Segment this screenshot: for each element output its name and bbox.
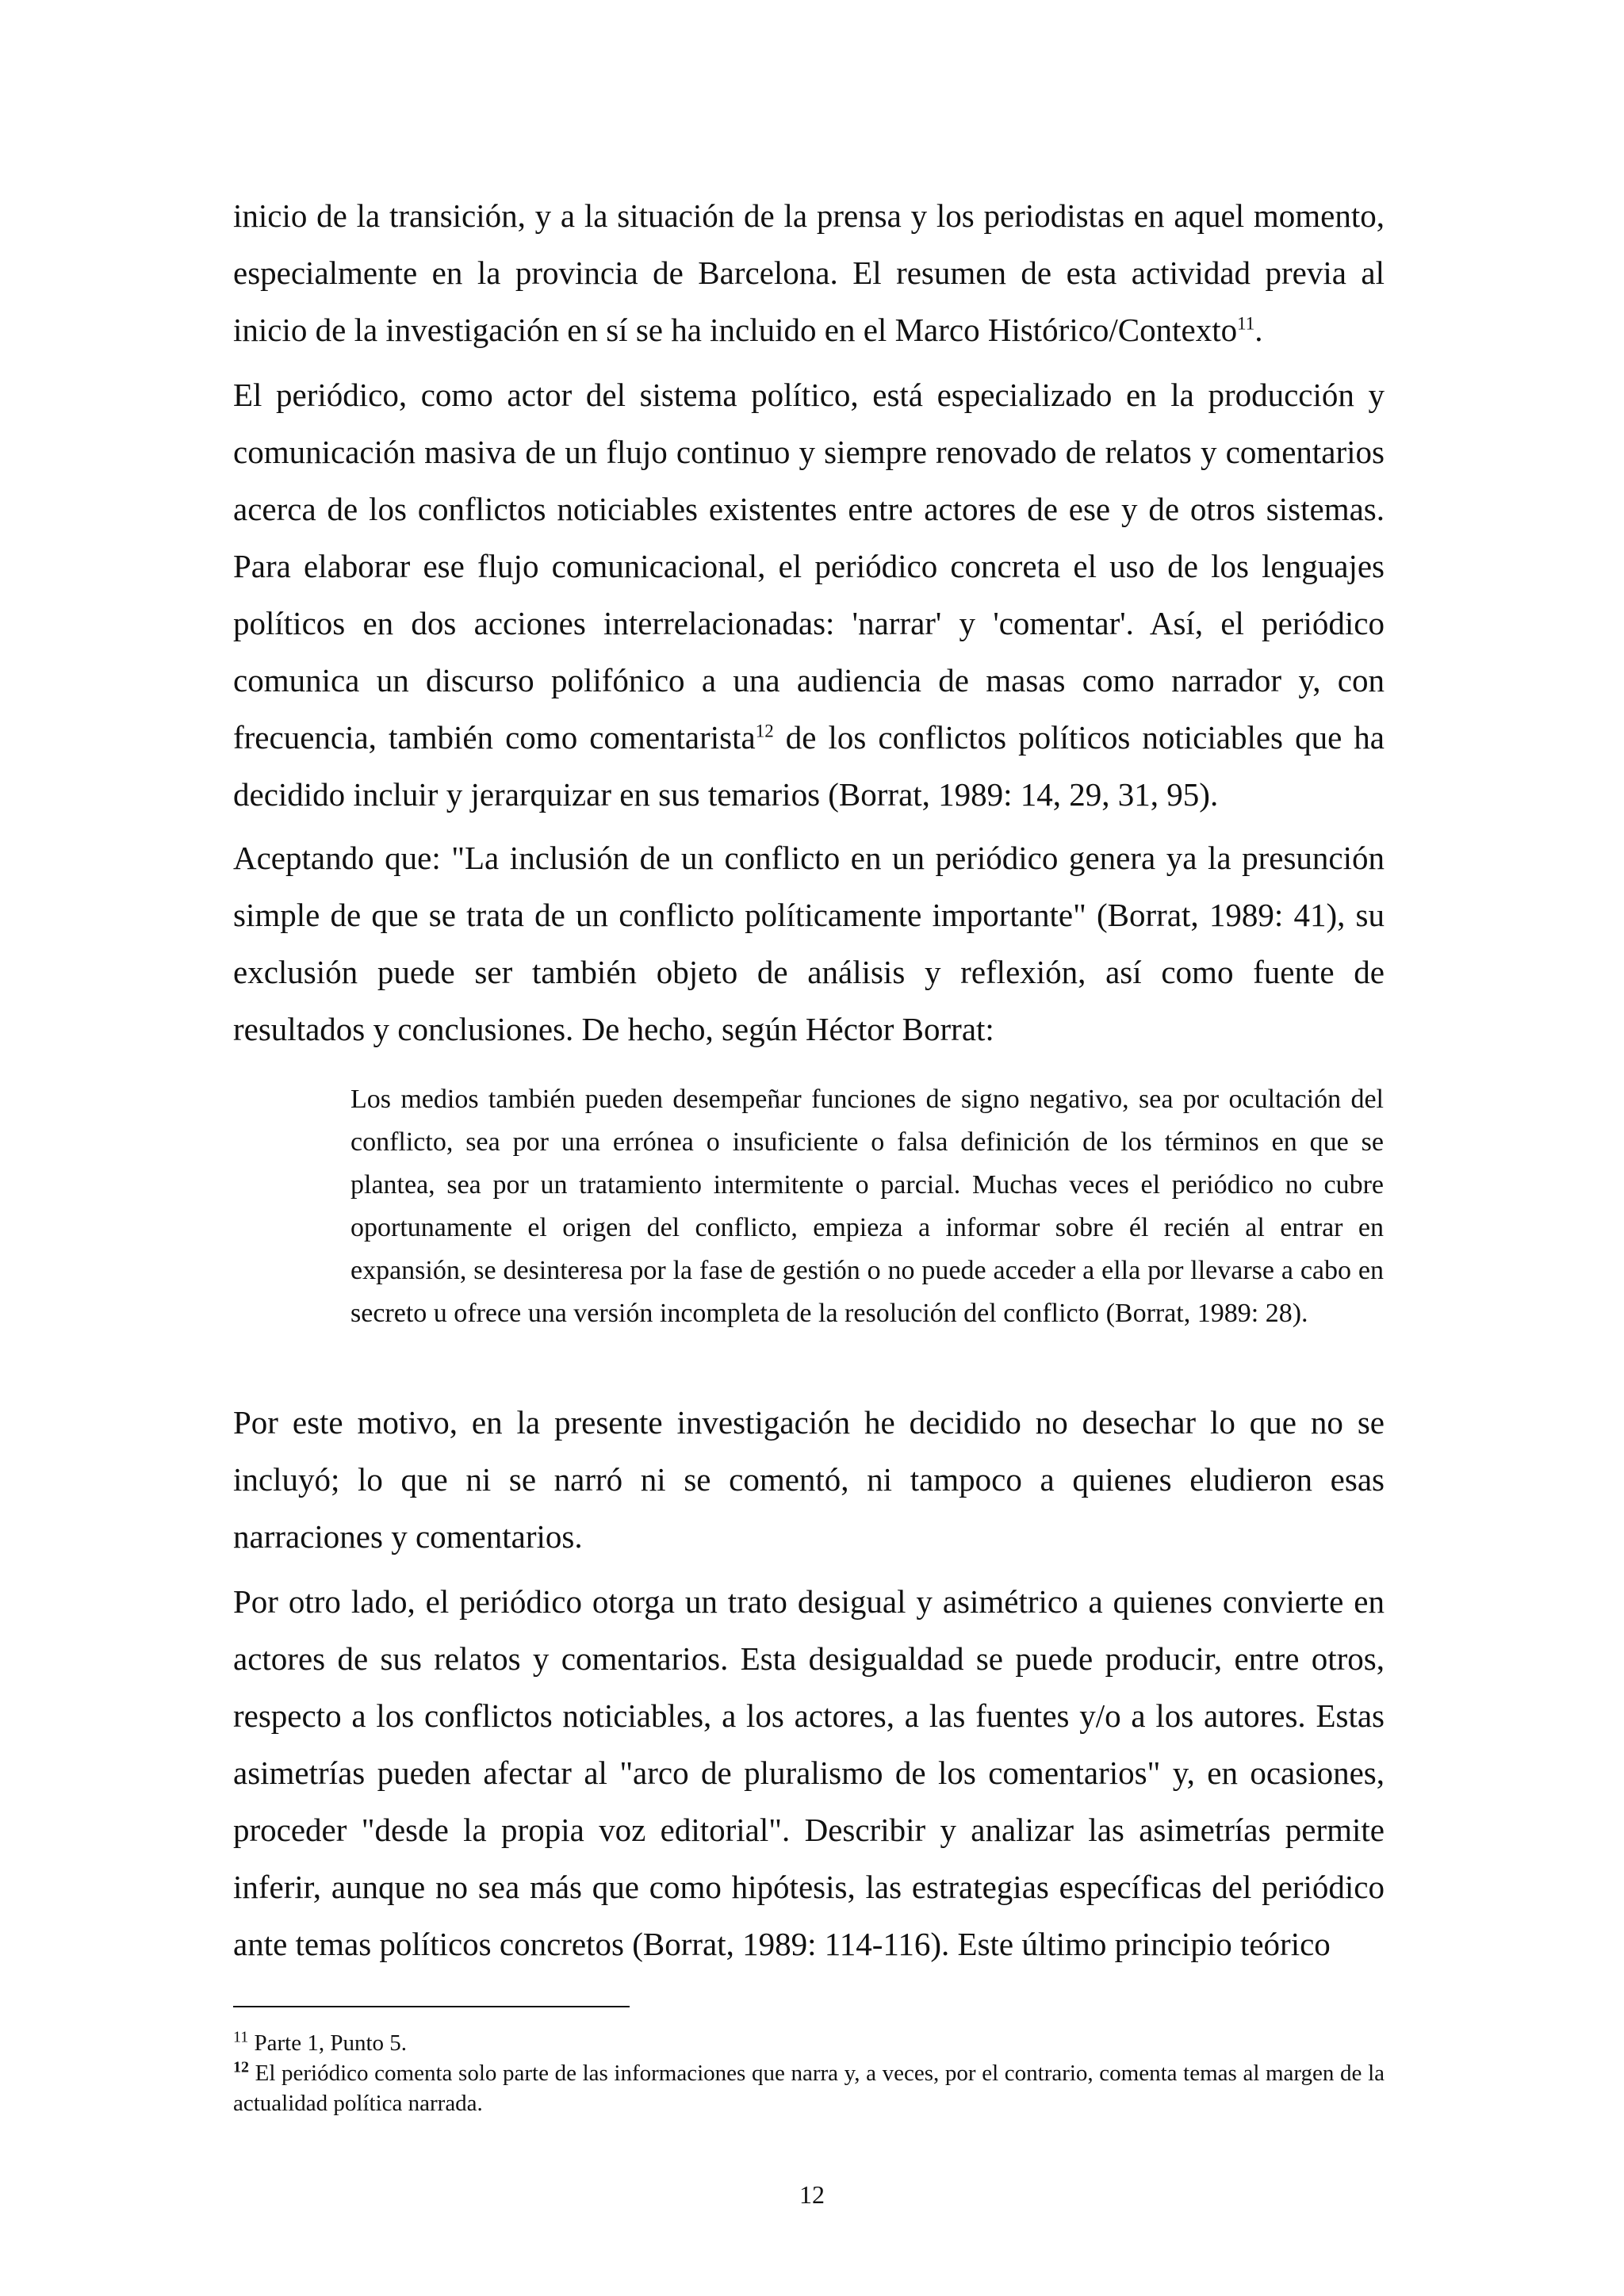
page-number: 12	[799, 2180, 825, 2209]
paragraph-2	[233, 366, 1385, 823]
footnote-11	[233, 2028, 1385, 2058]
paragraph-1-end: .	[1254, 312, 1263, 348]
footnote-11-mark: 11	[233, 2028, 249, 2046]
footnote-12-mark: 12	[233, 2058, 249, 2076]
paragraph-2-text-a: El periódico, como actor del sistema político, está especializado en la producción y comunicación masiva de un flujo continuo y siempre renovado de relatos y comentarios acerca de los conflictos noticiables existentes entre actores de ese y de otros sistemas. Para elaborar ese flujo comunicacional, el periódico concreta el uso de los lenguajes políticos en dos acciones interrelacionadas: 'narrar' y 'comentar'. Así, el periódico comunica un discurso polifónico a una audiencia de masas como narrador y, con frecuencia, también como comentarista	[233, 377, 1385, 756]
paragraph-1	[233, 187, 1385, 358]
footnote-separator	[233, 2006, 630, 2007]
paragraph-2-text-b: de los conflictos políticos noticiables que ha decidido incluir y jerarquizar en sus temarios (Borrat, 1989: 14, 29, 31, 95).	[233, 719, 1385, 813]
footnote-ref-11: 11	[1237, 313, 1255, 334]
paragraph-1-text: inicio de la transición, y a la situación de la prensa y los periodistas en aquel momento, especialmente en la provincia de Barcelona. El resumen de esta actividad previa al inicio de la investigación en sí se ha incluido en el Marco Histórico/Contexto	[233, 197, 1385, 348]
paragraph-5: Por otro lado, el periódico otorga un trato desigual y asimétrico a quienes convierte en actores de sus relatos y comentarios. Esta desigualdad se puede producir, entre otros, respecto a los conflictos noticiables, a los actores, a las fuentes y/o a los autores. Estas asimetrías pueden afectar al "arco de pluralismo de los comentarios" y, en ocasiones, proceder "desde la propia voz editorial". Describir y analizar las asimetrías permite inferir, aunque no sea más que como hipótesis, las estrategias específicas del periódico ante temas políticos concretos (Borrat, 1989: 114-116). Este último principio teórico	[233, 1583, 1385, 1962]
paragraph-4: Por este motivo, en la presente investigación he decidido no desechar lo que no se incluyó; lo que ni se narró ni se comentó, ni tampoco a quienes eludieron esas narraciones y comentarios.	[233, 1404, 1385, 1555]
footnote-11-text: Parte 1, Punto 5.	[248, 2030, 408, 2056]
paragraph-3: Aceptando que: "La inclusión de un conflicto en un periódico genera ya la presunción simple de que se trata de un conflicto políticamente importante" (Borrat, 1989: 41), su exclusión puede ser también objeto de análisis y reflexión, así como fuente de resultados y conclusiones. De hecho, según Héctor Borrat:	[233, 840, 1385, 1047]
block-quote: Los medios también pueden desempeñar funciones de signo negativo, sea por ocultación del conflicto, sea por una errónea o insuficiente o falsa definición de los términos en que se plantea, sea por un tratamiento intermitente o parcial. Muchas veces el periódico no cubre oportunamente el origen del conflicto, empieza a informar sobre él recién al entrar en expansión, se desinteresa por la fase de gestión o no puede acceder a ella por llevarse a cabo en secreto u ofrece una versión incompleta de la resolución del conflicto (Borrat, 1989: 28).	[350, 1085, 1384, 1328]
footnote-12-text: El periódico comenta solo parte de las informaciones que narra y, a veces, por el contrario, comenta temas al margen de la actualidad política narrada.	[233, 2061, 1385, 2116]
footnote-12	[233, 2058, 1385, 2118]
footnote-ref-12: 12	[755, 721, 774, 741]
